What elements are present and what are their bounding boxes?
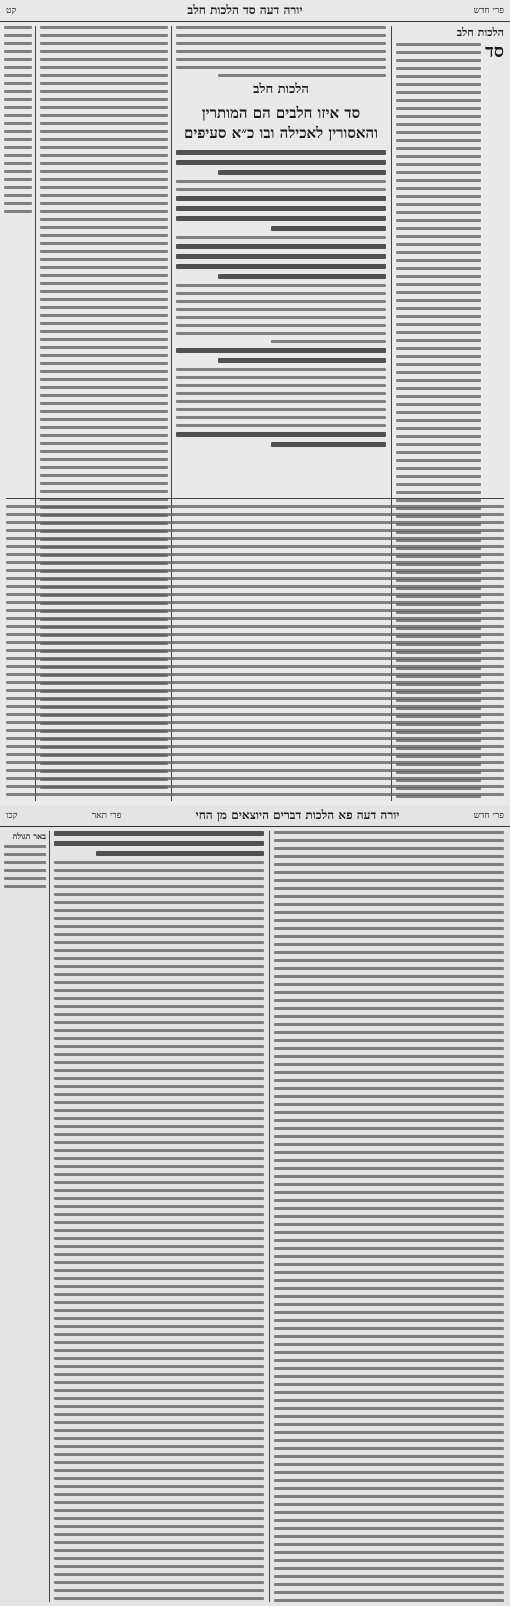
- header-page-number-2: קכו: [6, 811, 18, 821]
- margin-notes-column-2: [4, 831, 46, 1602]
- header-title-2: יורה דעה פא הלכות דברים היוצאים מן החי: [195, 808, 400, 822]
- page-header-2: [0, 805, 510, 827]
- header-label-2: פרי תאר: [91, 811, 122, 821]
- header-right: פרי חדש: [473, 6, 504, 16]
- header-right-2: פרי חדש: [473, 811, 504, 821]
- section-label: הלכות חלב: [456, 26, 504, 39]
- page-bottom: [0, 805, 510, 1606]
- header-page-number: קט: [6, 6, 17, 16]
- shulchan-aruch-text: [176, 150, 386, 447]
- margin-label: באר הגולה: [12, 831, 46, 841]
- header-title: יורה דעה סד הלכות חלב: [187, 3, 303, 17]
- page-header: [0, 0, 510, 22]
- siman-title: סד איזו חלבים הם המותרין והאסורין לאכילה ובו כ״א סעיפים: [183, 104, 378, 143]
- siman-marker: סד: [485, 41, 504, 62]
- commentary-column-2: [54, 831, 264, 1602]
- chapter-heading: הלכות חלב: [253, 82, 309, 97]
- main-text-column-2: [274, 831, 504, 1602]
- lower-commentary-block: [6, 492, 504, 801]
- intro-text: [176, 26, 386, 77]
